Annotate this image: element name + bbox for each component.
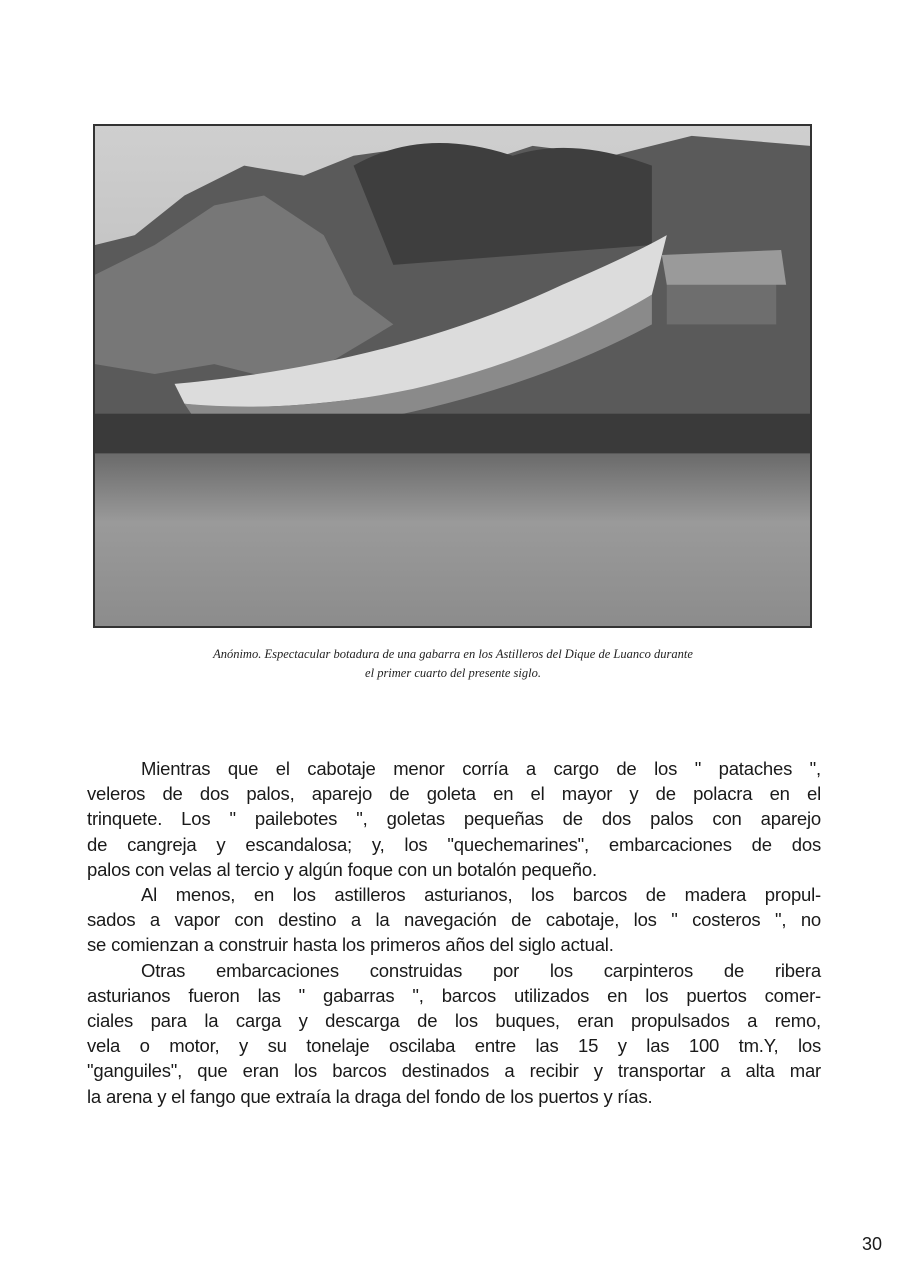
photo-ship-launch (93, 124, 812, 628)
text-line: "ganguiles", que eran los barcos destinados a recibir y transportar a alta mar (87, 1060, 821, 1082)
text-line: de cangreja y escandalosa; y, los "quechemarines", embarcaciones de dos (87, 833, 821, 855)
body-text (87, 756, 821, 1109)
text-line: asturianos fueron las " gabarras ", barcos utilizados en los puertos comer- (87, 984, 821, 1006)
page-number: 30 (861, 1234, 882, 1254)
text-line: sados a vapor con destino a la navegación de cabotaje, los " costeros ", no (87, 909, 821, 931)
text-line: se comienzan a construir hasta los primeros años del siglo actual. (87, 934, 614, 956)
text-line: vela o motor, y su tonelaje oscilaba entre las 15 y las 100 tm.Y, los (87, 1035, 821, 1057)
text-line: ciales para la carga y descarga de los buques, eran propulsados a remo, (87, 1010, 821, 1032)
paragraph (87, 882, 821, 958)
paragraph (87, 958, 821, 1109)
photo-caption (100, 645, 806, 683)
paragraph (87, 756, 821, 882)
text-line: veleros de dos palos, aparejo de goleta en el mayor y de polacra en el (87, 783, 821, 805)
text-line: trinquete. Los " pailebotes ", goletas pequeñas de dos palos con aparejo (87, 808, 821, 830)
text-line: Mientras que el cabotaje menor corría a cargo de los " pataches ", (141, 758, 821, 779)
text-line: la arena y el fango que extraía la draga del fondo de los puertos y rías. (87, 1085, 653, 1107)
caption-line: el primer cuarto del presente siglo. (365, 666, 541, 680)
text-line: Otras embarcaciones construidas por los carpinteros de ribera (141, 959, 821, 981)
text-line: palos con velas al tercio y algún foque con un botalón pequeño. (87, 858, 597, 880)
text-line: Al menos, en los astilleros asturianos, los barcos de madera propul- (141, 884, 821, 906)
caption-line: Anónimo. Espectacular botadura de una gabarra en los Astilleros del Dique de Luanco durante (213, 647, 693, 661)
